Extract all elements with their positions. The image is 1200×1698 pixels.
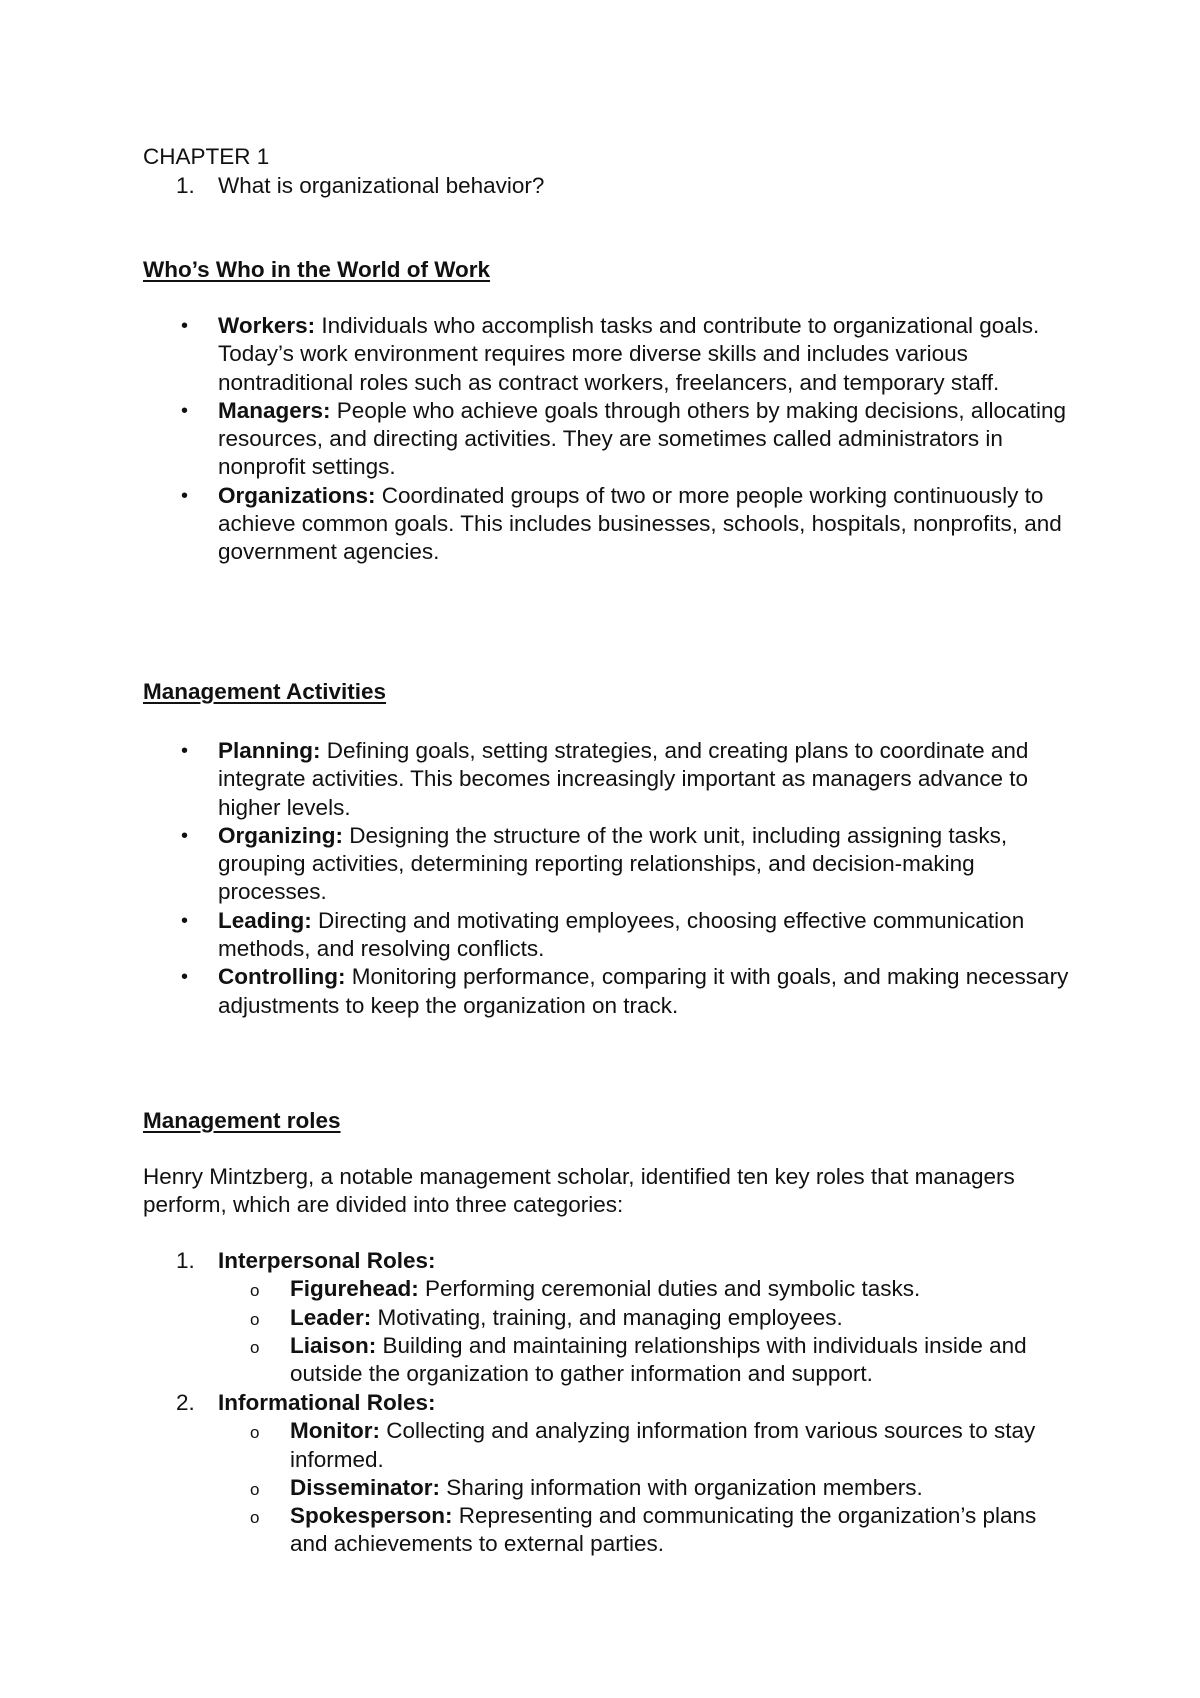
item-text: Monitoring performance, comparing it with goals, and making necessary adjustments to keep the organization on track. <box>218 964 1069 1018</box>
circle-bullet-icon: o <box>250 1508 260 1528</box>
item-term: Monitor: <box>290 1418 380 1444</box>
circle-bullet-icon: o <box>250 1281 260 1301</box>
item-term: Leader: <box>290 1304 372 1330</box>
roles-intro: Henry Mintzberg, a notable management scholar, identified ten key roles that managers perform, which are divided into three categories: <box>143 1164 1015 1218</box>
category-title: Interpersonal Roles: <box>218 1248 436 1273</box>
chapter-question <box>143 172 1073 200</box>
item-term: Organizing: <box>218 822 343 848</box>
bullet-icon: • <box>181 484 189 507</box>
item-text: Coordinated groups of two or more people working continuously to achieve common goals. This includes businesses, schools, hospitals, nonprofits, and government agencies. <box>218 482 1062 565</box>
item-text: Defining goals, setting strategies, and creating plans to coordinate and integrate activities. This becomes increasingly important as managers advance to higher levels. <box>218 738 1029 820</box>
list-item <box>218 1332 1073 1389</box>
item-term: Spokesperson: <box>290 1503 453 1529</box>
list-item <box>143 822 1073 907</box>
circle-bullet-icon: o <box>250 1479 260 1499</box>
role-list <box>218 1275 1073 1388</box>
bullet-icon: • <box>181 315 189 337</box>
list-item <box>218 1417 1073 1474</box>
item-term: Workers: <box>218 313 316 338</box>
activities-list <box>143 737 1073 1020</box>
category-number: 1. <box>176 1248 195 1273</box>
roles-heading: Management roles <box>143 1108 341 1133</box>
item-term: Leading: <box>218 907 312 933</box>
question-number: 1. <box>176 173 195 198</box>
list-item <box>218 1474 1073 1502</box>
bullet-icon: • <box>181 966 189 989</box>
item-text: Collecting and analyzing information from various sources to stay informed. <box>290 1418 1036 1472</box>
list-item <box>143 312 1073 397</box>
item-text: Motivating, training, and managing employees. <box>371 1304 843 1330</box>
circle-bullet-icon: o <box>250 1337 260 1357</box>
item-text: Sharing information with organization members. <box>440 1474 923 1500</box>
bullet-icon: • <box>181 824 189 847</box>
role-category <box>143 1247 1073 1388</box>
whos-who-list <box>143 312 1073 567</box>
list-item <box>143 482 1073 567</box>
item-text: Directing and motivating employees, choosing effective communication methods, and resolving conflicts. <box>218 907 1025 962</box>
bullet-icon: • <box>181 909 189 932</box>
category-number: 2. <box>176 1390 195 1415</box>
item-term: Managers: <box>218 397 331 423</box>
bullet-icon: • <box>181 399 189 422</box>
item-text: Representing and communicating the organization’s plans and achievements to external parties. <box>290 1503 1037 1557</box>
item-text: Individuals who accomplish tasks and contribute to organizational goals. Today’s work environment requires more diverse skills and includes various nontraditional roles such as contract workers, freelancers, and temporary staff. <box>218 313 1040 395</box>
role-category <box>143 1389 1073 1559</box>
item-term: Organizations: <box>218 482 376 508</box>
list-item <box>143 737 1073 822</box>
role-list <box>218 1417 1073 1558</box>
list-item <box>143 963 1073 1020</box>
item-term: Controlling: <box>218 964 346 990</box>
activities-heading: Management Activities <box>143 679 386 704</box>
item-text: Building and maintaining relationships with individuals inside and outside the organization to gather information and support. <box>290 1332 1027 1387</box>
list-item <box>143 907 1073 964</box>
list-item <box>218 1502 1073 1559</box>
list-item <box>143 397 1073 482</box>
category-title: Informational Roles: <box>218 1390 436 1415</box>
chapter-title: CHAPTER 1 <box>143 144 270 169</box>
item-text: Designing the structure of the work unit, including assigning tasks, grouping activities, determining reporting relationships, and decision-making processes. <box>218 822 1008 905</box>
item-text: Performing ceremonial duties and symbolic tasks. <box>418 1276 921 1302</box>
circle-bullet-icon: o <box>250 1309 260 1329</box>
item-term: Disseminator: <box>290 1474 441 1500</box>
whos-who-heading: Who’s Who in the World of Work <box>143 257 491 282</box>
list-item <box>218 1304 1073 1332</box>
item-term: Liaison: <box>290 1332 377 1358</box>
bullet-icon: • <box>181 740 189 762</box>
item-term: Planning: <box>218 738 321 763</box>
question-text: What is organizational behavior? <box>218 173 545 198</box>
circle-bullet-icon: o <box>250 1423 260 1443</box>
item-term: Figurehead: <box>290 1276 419 1302</box>
item-text: People who achieve goals through others by making decisions, allocating resources, and directing activities. They are sometimes called administrators in nonprofit settings. <box>218 397 1066 480</box>
list-item <box>218 1275 1073 1303</box>
